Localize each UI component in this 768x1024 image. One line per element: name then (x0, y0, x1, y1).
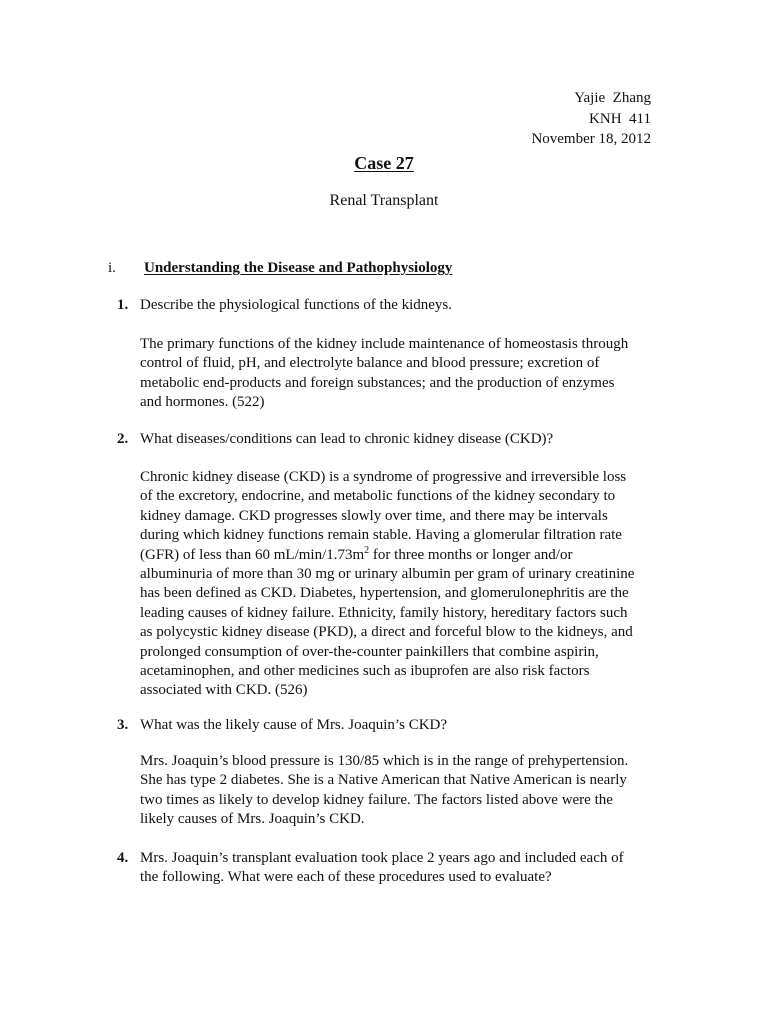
question-2-number (117, 430, 140, 449)
answer-line: acetaminophen, and other medicines such as ibuprofen are also risk factors (140, 663, 590, 680)
question-1-text: Describe the physiological functions of the kidneys. (140, 297, 453, 313)
answer-line: The primary functions of the kidney include maintenance of homeostasis through (140, 336, 629, 352)
question-1-number (117, 296, 140, 315)
course-code: KNH 411 (589, 110, 651, 127)
answer-3 (140, 752, 665, 830)
question-line: Mrs. Joaquin’s transplant evaluation took place 2 years ago and included each of (140, 850, 624, 866)
answer-1 (140, 335, 665, 413)
gfr-tail: for three months or longer and/or (369, 546, 573, 563)
answer-line: leading causes of kidney failure. Ethnicity, family history, hereditary factors such (140, 604, 628, 621)
answer-line: control of fluid, pH, and electrolyte balance and blood pressure; excretion of (140, 355, 600, 372)
question-3-number (117, 716, 140, 735)
section-heading (108, 260, 452, 277)
question-line: the following. What were each of these procedures used to evaluate? (140, 869, 552, 886)
question-4-number (117, 849, 140, 868)
case-title: Case 27 (354, 153, 414, 173)
question-number: 4. (117, 850, 129, 866)
question-3-text: What was the likely cause of Mrs. Joaquin’s CKD? (140, 717, 448, 733)
answer-line: prolonged consumption of over-the-counter painkillers that combine aspirin, (140, 643, 599, 660)
section-numeral: i. (108, 260, 116, 276)
answer-line: of the excretory, endocrine, and metabolic functions of the kidney secondary to (140, 488, 616, 505)
answer-line: Chronic kidney disease (CKD) is a syndrome of progressive and irreversible loss (140, 469, 627, 485)
answer-line: associated with CKD. (526) (140, 682, 308, 699)
question-number: 2. (117, 431, 129, 447)
answer-line: as polycystic kidney disease (PKD), a direct and forceful blow to the kidneys, and (140, 624, 633, 641)
answer-line: albuminuria of more than 30 mg or urinary albumin per gram of urinary creatinine (140, 566, 635, 583)
gfr-text: (GFR) of less than 60 mL/min/1.73m (140, 546, 365, 563)
case-subtitle: Renal Transplant (329, 192, 439, 209)
answer-line: two times as likely to develop kidney failure. The factors listed above were the (140, 791, 613, 808)
answer-line: has been defined as CKD. Diabetes, hypertension, and glomerulonephritis are the (140, 585, 629, 602)
answer-line: Mrs. Joaquin’s blood pressure is 130/85 which is in the range of prehypertension. (140, 753, 629, 769)
author-name: Yajie Zhang (574, 90, 651, 106)
answer-line: She has type 2 diabetes. She is a Native American that Native American is nearly (140, 772, 627, 789)
question-number: 3. (117, 717, 129, 733)
answer-line: likely causes of Mrs. Joaquin’s CKD. (140, 811, 365, 828)
document-date: November 18, 2012 (531, 131, 651, 147)
author-header (531, 88, 651, 150)
answer-line: metabolic end-products and foreign substances; and the production of enzymes (140, 374, 615, 391)
gfr-superscript: 2 (364, 544, 370, 556)
answer-2 (140, 468, 665, 701)
answer-line: kidney damage. CKD progresses slowly over time, and there may be intervals (140, 507, 608, 524)
answer-line: and hormones. (522) (140, 394, 265, 411)
answer-line: during which kidney functions remain stable. Having a glomerular filtration rate (140, 527, 622, 544)
question-2-text: What diseases/conditions can lead to chronic kidney disease (CKD)? (140, 431, 554, 447)
question-4-text (140, 849, 665, 888)
section-title: Understanding the Disease and Pathophysiology (144, 260, 453, 276)
answer-line-gfr (140, 546, 665, 565)
question-number: 1. (117, 297, 129, 313)
